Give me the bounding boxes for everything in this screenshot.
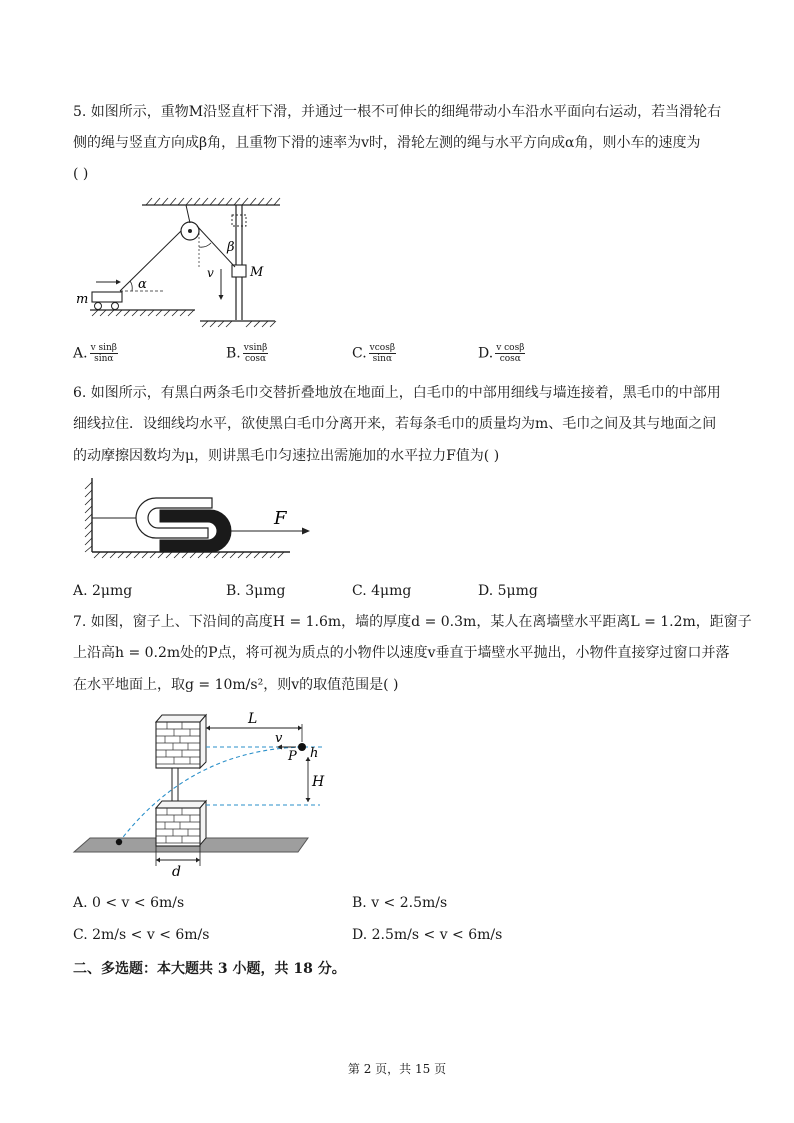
q5-label-v: v — [207, 266, 214, 280]
q6-option-c[interactable]: C. 4μmg — [352, 583, 412, 599]
q7-text-line3: 在水平地面上，取g = 10m/s²，则v的取值范围是( ) — [73, 677, 399, 693]
q7-label-H: H — [312, 774, 325, 790]
q6-text-line2: 细线拉住．设细线均水平，欲使黑白毛巾分离开来，若每条毛巾的质量均为m、毛巾之间及其与地面之间 — [73, 416, 717, 432]
q5-text-line2: 侧的绳与竖直方向成β角，且重物下滑的速率为v时，滑轮左测的绳与水平方向成α角，则小车的速度为 — [73, 135, 701, 151]
q6-text-line3: 的动摩擦因数均为μ，则讲黑毛巾匀速拉出需施加的水平拉力F值为( ) — [73, 448, 500, 464]
q7-label-d: d — [172, 864, 181, 880]
q7-option-a[interactable]: A. 0 < v < 6m/s — [73, 895, 185, 911]
q7-option-b[interactable]: B. v < 2.5m/s — [352, 895, 448, 911]
section-heading-multiple-choice: 二、多选题：本大题共 3 小题，共 18 分。 — [73, 961, 346, 977]
q7-option-d[interactable]: D. 2.5m/s < v < 6m/s — [352, 927, 503, 943]
q6-figure — [80, 472, 320, 562]
page-number: 第 2 页，共 15 页 — [347, 1062, 447, 1076]
q5-text-line3: ( ) — [73, 166, 89, 182]
q5-option-c[interactable]: C. $\frac{vcos\beta}{\sin\alpha}$ — [352, 343, 396, 364]
q5-figure — [70, 195, 290, 330]
q7-label-h: h — [310, 746, 319, 761]
q7-label-L: L — [248, 711, 258, 727]
q5-label-alpha: α — [138, 277, 147, 292]
q6-label-F: F — [274, 508, 287, 529]
q7-label-P: P — [288, 749, 297, 764]
q6-option-b[interactable]: B. 3μmg — [226, 583, 286, 599]
q7-text-line2: 上沿高h = 0.2m处的P点，将可视为质点的小物件以速度v垂直于墙壁水平抛出，小物件直接穿过窗口并落 — [73, 645, 730, 661]
q7-figure — [70, 702, 325, 880]
q5-option-d[interactable]: D. $\frac{\text{v cosβ}}{\cos\alpha}$ — [478, 343, 525, 364]
q7-text-line1: 7. 如图，窗子上、下沿间的高度H = 1.6m，墙的厚度d = 0.3m，某人在离墙壁水平距离L = 1.2m，距窗子 — [73, 614, 752, 630]
q6-option-a[interactable]: A. 2μmg — [73, 583, 133, 599]
q6-option-d[interactable]: D. 5μmg — [478, 583, 538, 599]
q5-option-a[interactable]: A. $\frac{\text{v sinβ}}{\sin\alpha}$ — [73, 343, 118, 364]
q7-label-v: v — [275, 731, 283, 746]
q5-option-b[interactable]: B. $\frac{vsin\beta}{\cos\alpha}$ — [226, 343, 268, 364]
q6-text-line1: 6. 如图所示，有黑白两条毛巾交替折叠地放在地面上，白毛巾的中部用细线与墙连接着，黑毛巾的中部用 — [73, 385, 721, 401]
q7-option-c[interactable]: C. 2m/s < v < 6m/s — [73, 927, 210, 943]
q5-label-beta: β — [227, 240, 235, 255]
q5-label-M: M — [250, 265, 264, 280]
q5-text-line1: 5. 如图所示，重物M沿竖直杆下滑，并通过一根不可伸长的细绳带动小车沿水平面向右运动，若当滑轮右 — [73, 104, 722, 120]
q5-label-m: m — [76, 292, 89, 307]
